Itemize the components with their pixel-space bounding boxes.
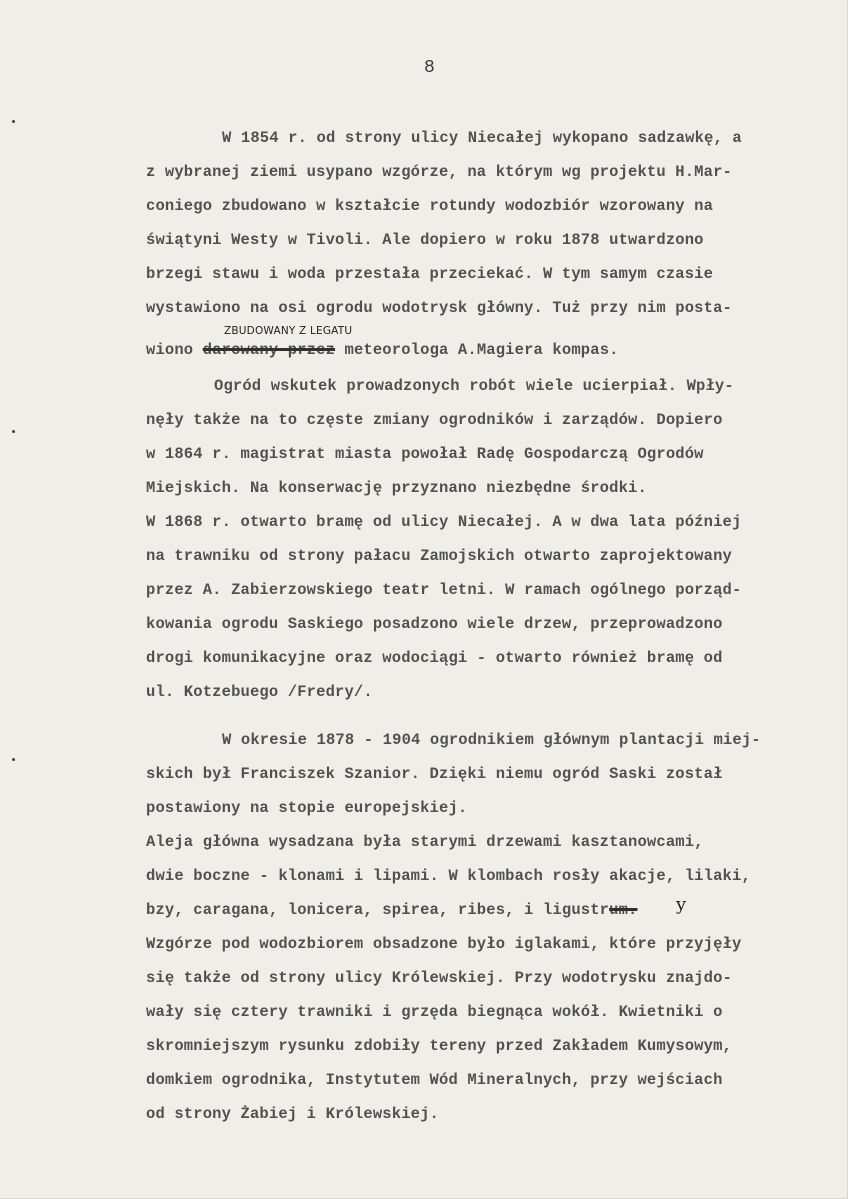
- text-line: W 1868 r. otwarto bramę od ulicy Niecałej. A w dwa lata później: [146, 513, 742, 531]
- text-line: w 1864 r. magistrat miasta powołał Radę Gospodarczą Ogrodów: [146, 445, 704, 463]
- text-line: domkiem ogrodnika, Instytutem Wód Mineralnych, przy wejściach: [146, 1071, 723, 1089]
- text-line: W 1854 r. od strony ulicy Niecałej wykopano sadzawkę, a: [222, 129, 742, 147]
- struck-out-text: darowany przez: [202, 341, 336, 359]
- margin-speck: [12, 120, 15, 123]
- text-line: z wybranej ziemi usypano wzgórze, na którym wg projektu H.Mar-: [146, 163, 732, 181]
- text-fragment: meteorologa A.Magiera kompas.: [344, 341, 619, 359]
- text-line: na trawniku od strony pałacu Zamojskich otwarto zaprojektowany: [146, 547, 732, 565]
- text-line: nęły także na to częste zmiany ogrodników i zarządów. Dopiero: [146, 411, 723, 429]
- margin-speck: [12, 430, 15, 433]
- text-line: Aleja główna wysadzana była starymi drzewami kasztanowcami,: [146, 833, 704, 851]
- text-line: drogi komunikacyjne oraz wodociągi - otwarto również bramę od: [146, 649, 723, 667]
- text-line-with-correction: [146, 901, 637, 919]
- text-line: brzegi stawu i woda przestała przeciekać. W tym samym czasie: [146, 265, 714, 283]
- page-number: 8: [424, 58, 435, 78]
- text-line: postawiony na stopie europejskiej.: [146, 799, 468, 817]
- text-line: Wzgórze pod wodozbiorem obsadzone było iglakami, które przyjęły: [146, 935, 742, 953]
- text-fragment: wiono: [146, 341, 194, 359]
- handwritten-insertion: ZBUDOWANY Z LEGATU: [224, 325, 353, 337]
- text-line: wystawiono na osi ogrodu wodotrysk główny. Tuż przy nim posta-: [146, 299, 732, 317]
- handwritten-correction: y: [676, 894, 687, 915]
- text-line: coniego zbudowano w kształcie rotundy wodozbiór wzorowany na: [146, 197, 714, 215]
- text-line: skromniejszym rysunku zdobiły tereny przed Zakładem Kumysowym,: [146, 1037, 732, 1055]
- text-line: dwie boczne - klonami i lipami. W klombach rosły akacje, lilaki,: [146, 867, 751, 885]
- text-fragment: bzy, caragana, lonicera, spirea, ribes, i ligustr: [146, 901, 610, 919]
- text-line: W okresie 1878 - 1904 ogrodnikiem głównym plantacji miej-: [222, 731, 761, 749]
- text-line: ul. Kotzebuego /Fredry/.: [146, 683, 373, 701]
- text-line-with-correction: [146, 341, 619, 359]
- text-line: skich był Franciszek Szanior. Dzięki niemu ogród Saski został: [146, 765, 723, 783]
- margin-speck: [12, 758, 15, 761]
- text-line: od strony Żabiej i Królewskiej.: [146, 1105, 439, 1123]
- text-line: przez A. Zabierzowskiego teatr letni. W ramach ogólnego porząd-: [146, 581, 742, 599]
- text-line: świątyni Westy w Tivoli. Ale dopiero w roku 1878 utwardzono: [146, 231, 704, 249]
- text-line: wały się cztery trawniki i grzęda biegnąca wokół. Kwietniki o: [146, 1003, 723, 1021]
- text-line: Ogród wskutek prowadzonych robót wiele ucierpiał. Wpły-: [214, 377, 734, 395]
- text-line: Miejskich. Na konserwację przyznano niezbędne środki.: [146, 479, 647, 497]
- struck-out-text: um.: [609, 901, 638, 919]
- text-line: się także od strony ulicy Królewskiej. Przy wodotrysku znajdo-: [146, 969, 732, 987]
- text-line: kowania ogrodu Saskiego posadzono wiele drzew, przeprowadzono: [146, 615, 723, 633]
